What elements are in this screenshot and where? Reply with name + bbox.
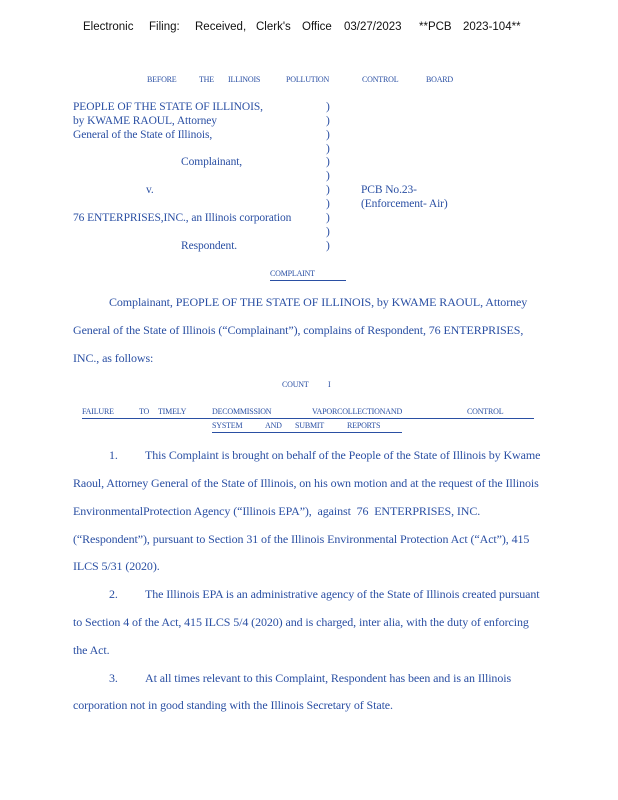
board-title-word: THE <box>199 75 214 84</box>
caption-bracket: ) <box>326 226 330 238</box>
complaint-heading: COMPLAINT <box>270 269 315 278</box>
paragraph-line: Raoul, Attorney General of the State of Illinois, on his own motion and at the request of the Illinois <box>73 476 539 490</box>
case-type: (Enforcement- Air) <box>361 198 448 210</box>
header-word: **PCB <box>419 21 452 33</box>
header-word: Filing: <box>149 21 180 33</box>
paragraph-line: (“Respondent”), pursuant to Section 31 of the Illinois Environmental Protection Act (“Act”), 415 <box>73 532 530 546</box>
header-word: Received, <box>195 21 247 33</box>
caption-bracket: ) <box>326 115 330 127</box>
paragraph-line: the Act. <box>73 643 110 657</box>
paragraph-line: EnvironmentalProtection Agency (“Illinois EPA”), against 76 ENTERPRISES, INC. <box>73 504 481 518</box>
caption-bracket: ) <box>326 240 330 252</box>
caption-bracket: ) <box>326 170 330 182</box>
plaintiff-line: by KWAME RAOUL, Attorney <box>73 115 217 127</box>
count-title-word: TIMELY <box>158 407 187 416</box>
count-title-word: DECOMMISSION <box>212 407 272 416</box>
paragraph-line: corporation not in good standing with the Illinois Secretary of State. <box>73 698 393 712</box>
caption-bracket: ) <box>326 156 330 168</box>
caption-bracket: ) <box>326 212 330 224</box>
plaintiff-line: PEOPLE OF THE STATE OF ILLINOIS, <box>73 101 263 113</box>
count-title-word: SYSTEM <box>212 421 243 430</box>
count-title-word: CONTROL <box>467 407 504 416</box>
board-title-word: BOARD <box>426 75 454 84</box>
board-title-word: CONTROL <box>362 75 399 84</box>
caption-bracket: ) <box>326 101 330 113</box>
header-word: Clerk's <box>256 21 291 33</box>
paragraph-line: At all times relevant to this Complaint, Respondent has been and is an Illinois <box>145 671 512 685</box>
paragraph-number: 3. <box>109 671 118 685</box>
count-title-word: REPORTS <box>347 421 381 430</box>
count-title-underline <box>212 432 402 433</box>
paragraph-line: ILCS 5/31 (2020). <box>73 559 160 573</box>
paragraph-number: 2. <box>109 587 118 601</box>
count-title-word: SUBMIT <box>295 421 325 430</box>
defendant-line: 76 ENTERPRISES,INC., an Illinois corporation <box>73 212 292 224</box>
header-date: 03/27/2023 <box>344 21 402 33</box>
paragraph-number: 1. <box>109 448 118 462</box>
respondent-label: Respondent. <box>181 240 238 252</box>
count-title-underline <box>82 418 534 419</box>
caption-bracket: ) <box>326 184 330 196</box>
case-number: PCB No.23- <box>361 184 417 196</box>
header-word: Office <box>302 21 332 33</box>
count-label: COUNT <box>282 380 309 389</box>
count-title-word: AND <box>265 421 282 430</box>
intro-line: Complainant, PEOPLE OF THE STATE OF ILLINOIS, by KWAME RAOUL, Attorney <box>109 295 528 309</box>
board-title-word: POLLUTION <box>286 75 330 84</box>
plaintiff-line: General of the State of Illinois, <box>73 129 213 141</box>
header-case: 2023-104** <box>463 21 521 33</box>
count-title-word: VAPORCOLLECTIONAND <box>312 407 403 416</box>
versus-label: v. <box>146 184 154 196</box>
complaint-heading-underline <box>270 280 346 281</box>
paragraph-line: This Complaint is brought on behalf of the People of the State of Illinois by Kwame <box>145 448 541 462</box>
board-title-word: ILLINOIS <box>228 75 261 84</box>
paragraph-line: The Illinois EPA is an administrative agency of the State of Illinois created pursuant <box>145 587 540 601</box>
caption-bracket: ) <box>326 143 330 155</box>
caption-bracket: ) <box>326 198 330 210</box>
count-number: I <box>328 380 331 389</box>
intro-line: INC., as follows: <box>73 351 154 365</box>
intro-line: General of the State of Illinois (“Complainant”), complains of Respondent, 76 ENTERPRISES, <box>73 323 524 337</box>
count-title-word: FAILURE <box>82 407 114 416</box>
header-word: Electronic <box>83 21 134 33</box>
count-title-word: TO <box>139 407 150 416</box>
complainant-label: Complainant, <box>181 156 243 168</box>
board-title-word: BEFORE <box>147 75 177 84</box>
paragraph-line: to Section 4 of the Act, 415 ILCS 5/4 (2020) and is charged, inter alia, with the duty of enforcing <box>73 615 529 629</box>
caption-bracket: ) <box>326 129 330 141</box>
